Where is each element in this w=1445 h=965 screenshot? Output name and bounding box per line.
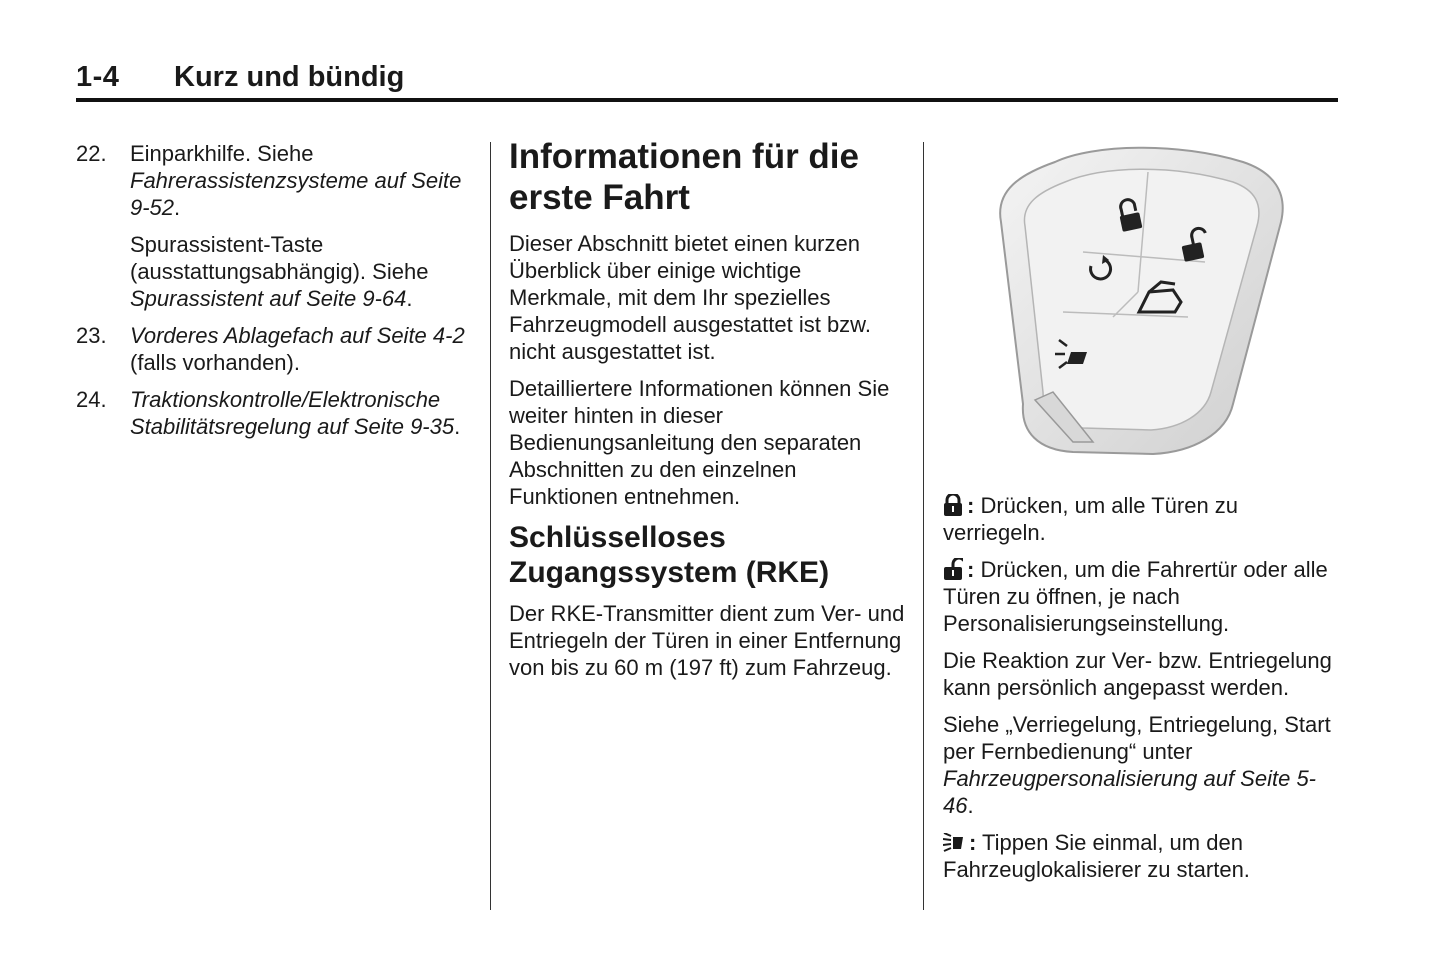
intro-paragraph: Dieser Abschnitt bietet einen kurzen Überblick über einige wichtige Merkmale, mit dem Ihr spezielles Fahrzeugmodell ausgestattet ist bzw. nicht ausgestattet ist.: [509, 231, 871, 364]
cross-reference-link[interactable]: Vorderes Ablagefach auf Seite 4-2: [130, 323, 465, 348]
column-divider-left: [490, 142, 491, 910]
unlock-icon: [943, 558, 963, 580]
section-title: Informationen für die erste Fahrt: [509, 137, 859, 217]
key-fob-image: [943, 142, 1338, 460]
rke-heading: Schlüsselloses Zugangssystem (RKE): [509, 521, 830, 589]
page-header: [76, 58, 1338, 102]
column-divider-right: [923, 142, 924, 910]
left-column: [76, 140, 476, 450]
locator-description: : Tippen Sie einmal, um den Fahrzeuglokalisierer zu starten.: [943, 830, 1250, 882]
personalization-paragraph: Siehe „Verriegelung, Entriegelung, Start per Fernbedienung“ unter Fahrzeugpersonalisierung auf Seite 5-46.: [943, 712, 1331, 818]
list-item-23: [76, 322, 476, 376]
item-number: 24.: [76, 387, 107, 412]
item-24-text: Traktionskontrolle/Elektronische Stabilitätsregelung auf Seite 9-35.: [130, 387, 461, 439]
details-paragraph: Detailliertere Informationen können Sie weiter hinten in dieser Bedienungsanleitung den separaten Abschnitten zu den einzelnen Funktionen entnehmen.: [509, 376, 890, 509]
cross-reference-link[interactable]: Spurassistent auf Seite 9-64: [130, 286, 407, 311]
middle-column: [509, 136, 909, 691]
item-number: 23.: [76, 323, 107, 348]
lock-icon: [943, 494, 963, 516]
item-23-text: Vorderes Ablagefach auf Seite 4-2 (falls vorhanden).: [130, 323, 465, 375]
cross-reference-link[interactable]: Traktionskontrolle/Elektronische Stabilitätsregelung auf Seite 9-35: [130, 387, 455, 439]
list-item-22: [76, 140, 476, 312]
item-22-text: Einparkhilfe. Siehe Fahrerassistenzsysteme auf Seite 9-52.: [130, 141, 462, 220]
vehicle-locator-icon: [943, 833, 965, 853]
chapter-title: Kurz und bündig: [174, 61, 405, 93]
list-item-24: [76, 386, 476, 440]
right-column: [943, 492, 1338, 893]
rke-paragraph: Der RKE-Transmitter dient zum Ver- und Entriegeln der Türen in einer Entfernung von bis zu 60 m (197 ft) zum Fahrzeug.: [509, 601, 905, 680]
key-fob-illustration: [943, 142, 1338, 460]
item-22-lane-assist: Spurassistent-Taste (ausstattungsabhängig). Siehe Spurassistent auf Seite 9-64.: [130, 232, 429, 311]
item-number: 22.: [76, 141, 107, 166]
reaction-paragraph: Die Reaktion zur Ver- bzw. Entriegelung kann persönlich angepasst werden.: [943, 648, 1332, 700]
cross-reference-link[interactable]: Fahrzeugpersonalisierung auf Seite 5-46: [943, 766, 1317, 818]
page-number: 1-4: [76, 61, 120, 93]
lock-description: : Drücken, um alle Türen zu verriegeln.: [943, 493, 1239, 545]
unlock-description: : Drücken, um die Fahrertür oder alle Türen zu öffnen, je nach Personalisierungseinstellung.: [943, 557, 1328, 636]
cross-reference-link[interactable]: Fahrerassistenzsysteme auf Seite 9-52: [130, 168, 462, 220]
